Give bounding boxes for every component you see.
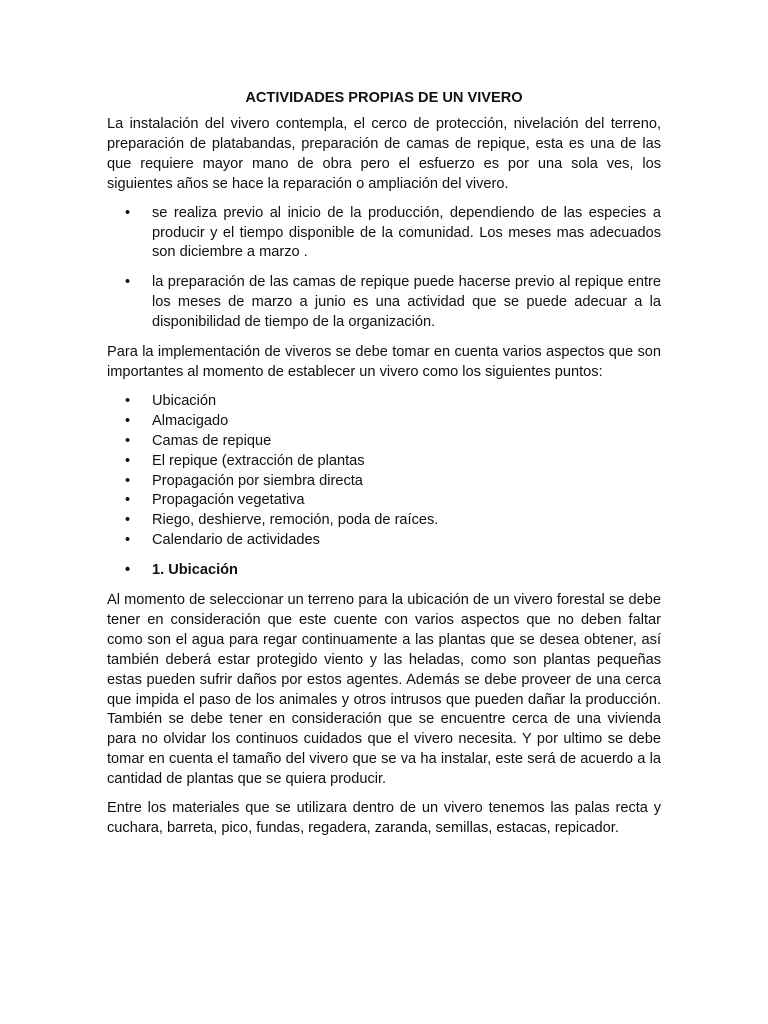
materials-paragraph: Entre los materiales que se utilizara dentro de un vivero tenemos las palas recta y cuchara, barreta, pico, fundas, regadera, zaranda, semillas, estacas, repicador. <box>107 800 661 836</box>
bullet-glyph: • <box>125 204 131 221</box>
bullet-glyph: • <box>125 532 131 549</box>
aspect-text: Propagación vegetativa <box>152 492 305 509</box>
aspect-item <box>107 491 661 511</box>
bullet-text: se realiza previo al inicio de la producción, dependiendo de las especies a producir y el tiempo disponible de la comunidad. Los meses mas adecuados son diciembre a marzo . <box>152 204 661 261</box>
bullet-glyph: • <box>125 512 131 529</box>
aspect-item <box>107 531 661 551</box>
bullet-glyph: • <box>125 562 131 579</box>
document-content <box>107 88 661 848</box>
section-heading <box>107 561 661 581</box>
aspect-item <box>107 392 661 412</box>
bullet-glyph: • <box>125 472 131 489</box>
aspect-text: El repique (extracción de plantas <box>152 452 365 469</box>
intro-paragraph: La instalación del vivero contempla, el cerco de protección, nivelación del terreno, preparación de platabandas, preparación de camas de repique, esta es una de las que requiere mayor mano de obra pero el esfuerzo es por una sola ves, los siguientes años se hace la reparación o ampliación del vivero. <box>107 116 661 192</box>
aspect-text: Riego, deshierve, remoción, poda de raíces. <box>152 512 439 529</box>
bullet-glyph: • <box>125 412 131 429</box>
bullet-glyph: • <box>125 274 131 291</box>
aspect-item <box>107 412 661 432</box>
bullet-text: la preparación de las camas de repique puede hacerse previo al repique entre los meses de marzo a junio es una actividad que se puede adecuar a la disponibilidad de tiempo de la organización. <box>152 274 661 331</box>
aspect-text: Almacigado <box>152 412 229 429</box>
bullet-glyph: • <box>125 452 131 469</box>
aspects-intro-paragraph: Para la implementación de viveros se debe tomar en cuenta varios aspectos que son importantes al momento de establecer un vivero como los siguientes puntos: <box>107 344 661 380</box>
aspect-item <box>107 472 661 492</box>
aspect-item <box>107 432 661 452</box>
document-title: ACTIVIDADES PROPIAS DE UN VIVERO <box>245 90 523 106</box>
aspect-text: Calendario de actividades <box>152 532 320 549</box>
aspect-text: Camas de repique <box>152 432 272 449</box>
aspect-item <box>107 511 661 531</box>
bullet-glyph: • <box>125 432 131 449</box>
bullet-item <box>107 204 661 264</box>
aspect-item <box>107 452 661 472</box>
section-heading-list <box>107 561 661 581</box>
bullet-glyph: • <box>125 492 131 509</box>
bullet-item <box>107 273 661 333</box>
ubicacion-paragraph: Al momento de seleccionar un terreno para la ubicación de un vivero forestal se debe tener en consideración que este cuente con varios aspectos que no deben faltar como son el agua para regar continuamente a las plantas que se desea obtener, así también deberá estar protegido viento y las heladas, como son plantas pequeñas estas pueden sufrir daños por estos agentes. Además se debe proveer de una cerca que impida el paso de los animales y otros intrusos que pueden dañar la producción. También se debe tener en consideración que se encuentre cerca de una vivienda para no olvidar los continuos cuidados que el vivero necesita. Y por ultimo se debe tomar en cuenta el tamaño del vivero que se va ha instalar, este será de acuerdo a la cantidad de plantas que se quiera producir. <box>107 592 661 788</box>
aspects-list <box>107 392 661 551</box>
bullet-glyph: • <box>125 392 131 409</box>
section-heading-text: 1. Ubicación <box>152 562 238 579</box>
aspect-text: Ubicación <box>152 392 217 409</box>
aspect-text: Propagación por siembra directa <box>152 472 363 489</box>
activity-bullet-list <box>107 204 661 333</box>
